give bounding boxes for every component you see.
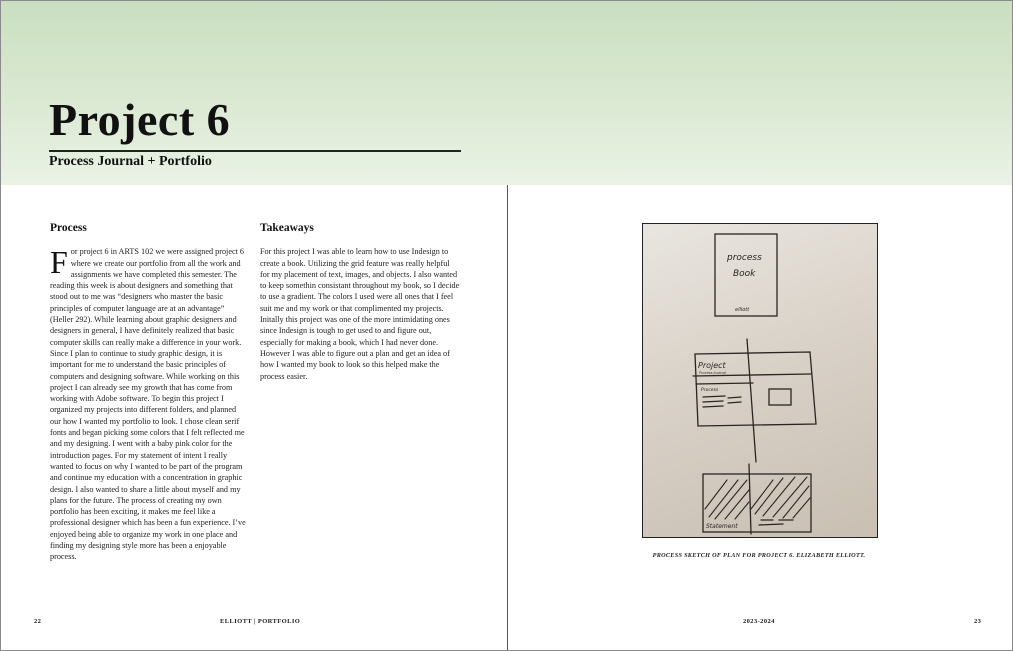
image-caption: PROCESS SKETCH OF PLAN FOR PROJECT 6. ELIZABETH ELLIOTT. xyxy=(652,552,866,559)
title-underline xyxy=(49,150,461,152)
sketch-label-statement: Statement xyxy=(706,523,738,530)
drop-cap: F xyxy=(50,244,68,281)
page-subtitle: Process Journal + Portfolio xyxy=(49,154,212,169)
process-body xyxy=(50,246,249,562)
left-running-footer: ELLIOTT | PORTFOLIO xyxy=(220,618,301,625)
sketch-label-book: Book xyxy=(733,269,756,279)
process-sketch-image xyxy=(642,223,878,538)
sketch-label-project: Project xyxy=(698,361,726,370)
sketch-label-subtitle: Process Journal xyxy=(699,371,726,375)
process-text: or project 6 in ARTS 102 we were assigned project 6 where we create our portfolio from all the work and assignments we have completed this semester. The reading this week is about designers and something that stood out to me was “designers who master the basic principles of computer language are at an advantage” (Heller 292). While learning about graphic designers and designers in general, I have definitely realized that basic computer skills can really make a difference in your work. Since I plan to continue to study graphic design, it is important for me to understand the basic principles of computers and designing software. While working on this project I can already see my growth that has come from working with Adobe software. To begin this project I organized my projects into different folders, and planned our how I wanted my portfolio to look. I chose clean serif fonts and began picking some colors that I felt reflected me and my designing. I went with a baby pink color for the introduction pages. For my statement of intent I really wanted to focus on why I wanted to be part of the program and continue my education with a concentration in graphic design. I also wanted to share a little about myself and my plans for the future. The process of creating my own portfolio has been exciting, it makes me feel like a professional designer which has been a fun experience. I’ve enjoyed being able to organize my work in one place and finding my designing style more has been a enjoyable process. xyxy=(50,247,246,562)
sketch-label-process-small: Process xyxy=(701,388,719,393)
takeaways-column xyxy=(260,223,461,382)
process-column xyxy=(50,223,249,563)
takeaways-heading: Takeaways xyxy=(260,222,314,234)
right-running-footer: 2023-2024 xyxy=(743,618,775,625)
process-heading: Process xyxy=(50,222,87,234)
right-page-number: 23 xyxy=(974,618,982,625)
sketch-label-process: process xyxy=(727,253,762,263)
sketch-drawing xyxy=(643,224,877,537)
takeaways-body: For this project I was able to learn how to use Indesign to create a book. Utilizing the grid feature was really helpful for my placement of text, images, and objects. I also wanted to keep somethin consistant throughout my book, so I decide to use a gradient. The colors I used were all ones that I feel suit me and my work or that complimented my projects. Initally this project was one of the more intimidating ones since Indesign is tough to get used to and figure out, especially for making a book, which I had never done. However I was able to figure out a plan and get an idea of how I wanted my book to look so this helped make the process easier. xyxy=(260,247,460,381)
page-title: Project 6 xyxy=(49,94,231,145)
left-page-number: 22 xyxy=(34,618,42,625)
sketch-label-author: elliott xyxy=(735,307,750,313)
page-gutter xyxy=(507,185,508,650)
